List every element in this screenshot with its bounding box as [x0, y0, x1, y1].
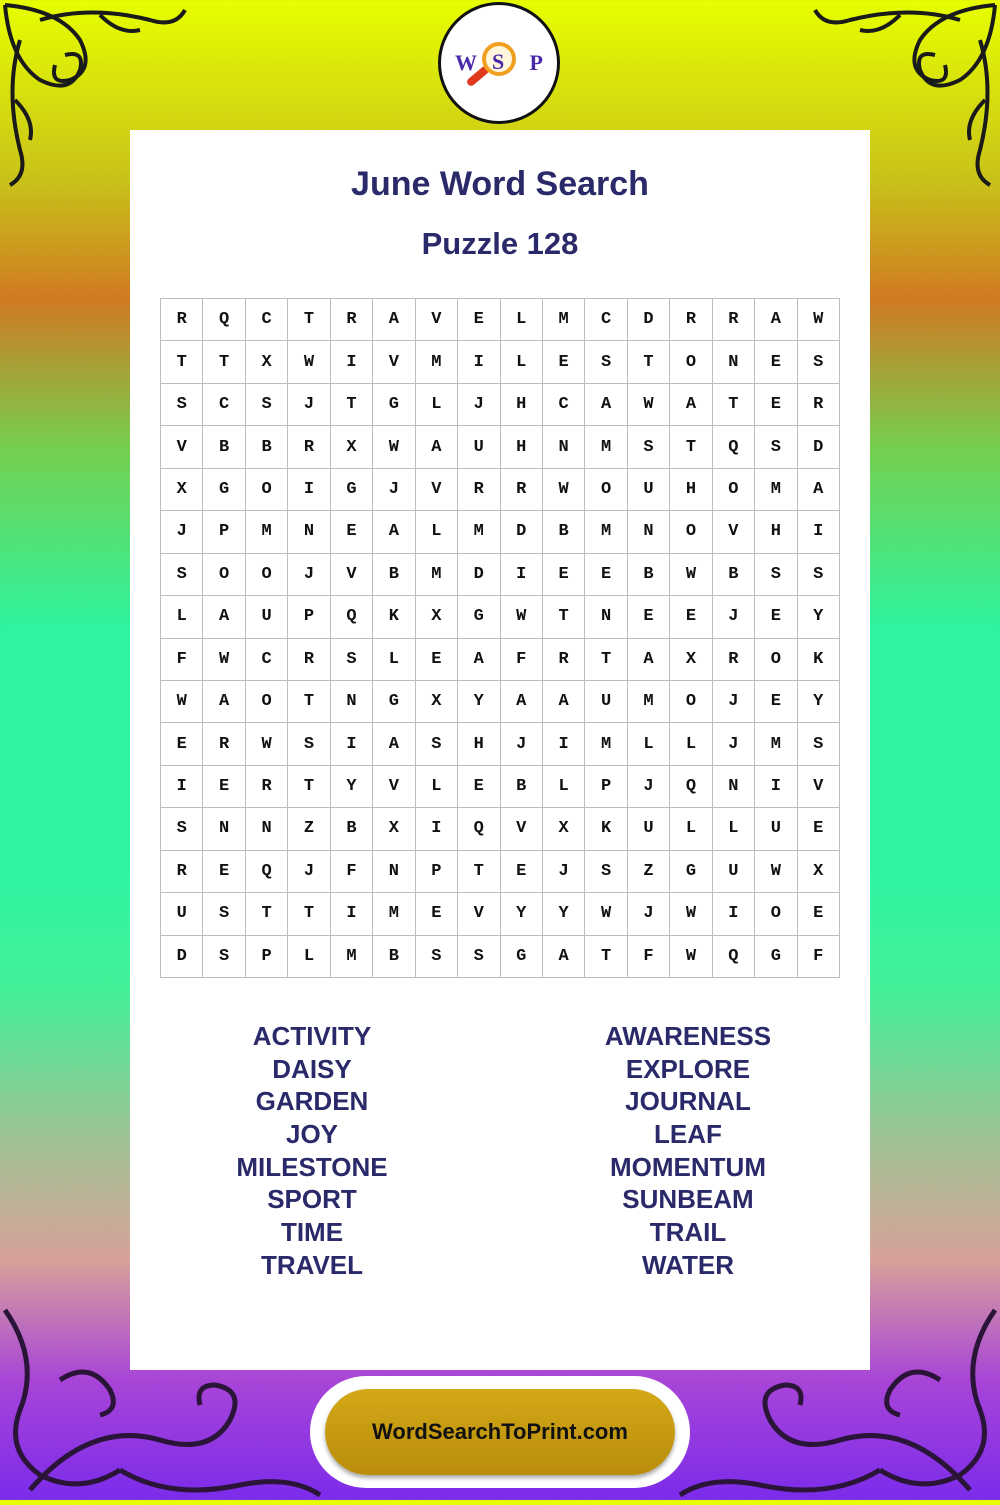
grid-cell[interactable]: E	[798, 808, 840, 850]
grid-cell[interactable]: I	[288, 469, 330, 511]
grid-cell[interactable]: C	[203, 384, 245, 426]
grid-cell[interactable]: U	[628, 469, 670, 511]
grid-cell[interactable]: U	[628, 808, 670, 850]
grid-cell[interactable]: D	[798, 426, 840, 468]
grid-cell[interactable]: E	[755, 384, 797, 426]
grid-cell[interactable]: J	[288, 384, 330, 426]
grid-cell[interactable]: J	[713, 596, 755, 638]
grid-cell[interactable]: A	[416, 426, 458, 468]
grid-cell[interactable]: M	[755, 723, 797, 765]
grid-cell[interactable]: Q	[458, 808, 500, 850]
grid-cell[interactable]: V	[161, 426, 203, 468]
wsp-logo[interactable]	[438, 2, 560, 124]
grid-cell[interactable]: N	[585, 596, 627, 638]
grid-cell[interactable]: E	[543, 341, 585, 383]
grid-cell[interactable]: L	[501, 299, 543, 341]
grid-cell[interactable]: W	[798, 299, 840, 341]
grid-cell[interactable]: W	[288, 341, 330, 383]
grid-cell[interactable]: G	[373, 681, 415, 723]
grid-cell[interactable]: C	[543, 384, 585, 426]
grid-cell[interactable]: S	[755, 426, 797, 468]
grid-cell[interactable]: Y	[798, 596, 840, 638]
grid-cell[interactable]: W	[246, 723, 288, 765]
grid-cell[interactable]: I	[416, 808, 458, 850]
grid-cell[interactable]: I	[713, 893, 755, 935]
grid-cell[interactable]: I	[331, 341, 373, 383]
grid-cell[interactable]: T	[331, 384, 373, 426]
grid-cell[interactable]: Z	[288, 808, 330, 850]
letter-grid	[160, 298, 840, 978]
grid-cell[interactable]: V	[373, 766, 415, 808]
grid-cell[interactable]: H	[501, 384, 543, 426]
grid-cell[interactable]: O	[246, 681, 288, 723]
grid-cell[interactable]: R	[288, 426, 330, 468]
grid-cell[interactable]: Q	[246, 851, 288, 893]
grid-cell[interactable]: V	[373, 341, 415, 383]
grid-cell[interactable]: T	[585, 639, 627, 681]
word-list-item: ACTIVITY	[252, 1021, 372, 1051]
grid-cell[interactable]: X	[161, 469, 203, 511]
word-list-item: SPORT	[267, 1184, 357, 1215]
grid-cell[interactable]: U	[585, 681, 627, 723]
grid-cell[interactable]: E	[458, 766, 500, 808]
grid-cell[interactable]: Y	[543, 893, 585, 935]
word-list-left	[152, 1020, 472, 1282]
grid-cell[interactable]: T	[458, 851, 500, 893]
grid-cell[interactable]: A	[373, 299, 415, 341]
grid-cell[interactable]: D	[161, 936, 203, 978]
grid-cell[interactable]: O	[755, 893, 797, 935]
grid-cell[interactable]: L	[543, 766, 585, 808]
grid-cell[interactable]: W	[670, 893, 712, 935]
grid-cell[interactable]: E	[585, 554, 627, 596]
grid-cell[interactable]: S	[798, 723, 840, 765]
grid-cell[interactable]: N	[373, 851, 415, 893]
grid-cell[interactable]: O	[246, 469, 288, 511]
grid-cell[interactable]: W	[203, 639, 245, 681]
grid-cell[interactable]: N	[246, 808, 288, 850]
word-list-item: LEAF	[654, 1119, 722, 1150]
grid-cell[interactable]: V	[501, 808, 543, 850]
grid-cell[interactable]: T	[288, 681, 330, 723]
word-list-item: DAISY	[272, 1053, 352, 1084]
grid-cell[interactable]: I	[798, 511, 840, 553]
word-list-item: TRAVEL	[260, 1249, 364, 1280]
grid-cell[interactable]: S	[416, 723, 458, 765]
grid-cell[interactable]: P	[203, 511, 245, 553]
grid-cell[interactable]: D	[628, 299, 670, 341]
grid-cell[interactable]: M	[246, 511, 288, 553]
grid-cell[interactable]: R	[246, 766, 288, 808]
grid-cell[interactable]: C	[246, 639, 288, 681]
grid-cell[interactable]: B	[713, 554, 755, 596]
grid-cell[interactable]: M	[543, 299, 585, 341]
grid-cell[interactable]: L	[670, 723, 712, 765]
grid-cell[interactable]: I	[161, 766, 203, 808]
grid-cell[interactable]: M	[458, 511, 500, 553]
grid-cell[interactable]: O	[203, 554, 245, 596]
grid-cell[interactable]: Q	[331, 596, 373, 638]
grid-cell[interactable]: I	[543, 723, 585, 765]
grid-cell[interactable]: V	[458, 893, 500, 935]
grid-cell[interactable]: N	[331, 681, 373, 723]
grid-cell[interactable]: A	[203, 681, 245, 723]
grid-cell[interactable]: K	[373, 596, 415, 638]
grid-cell[interactable]: G	[458, 596, 500, 638]
grid-cell[interactable]: V	[798, 766, 840, 808]
website-link-button[interactable]: WordSearchToPrint.com	[325, 1389, 675, 1475]
grid-cell[interactable]: H	[458, 723, 500, 765]
grid-cell[interactable]: X	[416, 681, 458, 723]
grid-cell[interactable]: E	[203, 851, 245, 893]
grid-cell[interactable]: O	[755, 639, 797, 681]
grid-cell[interactable]: O	[713, 469, 755, 511]
grid-cell[interactable]: R	[713, 299, 755, 341]
word-list-item: JOY	[285, 1119, 339, 1150]
grid-cell[interactable]: D	[501, 511, 543, 553]
grid-cell[interactable]: S	[585, 341, 627, 383]
grid-cell[interactable]: U	[246, 596, 288, 638]
grid-cell[interactable]: R	[458, 469, 500, 511]
grid-cell[interactable]: M	[416, 341, 458, 383]
grid-cell[interactable]: W	[161, 681, 203, 723]
grid-cell[interactable]: H	[755, 511, 797, 553]
grid-cell[interactable]: P	[416, 851, 458, 893]
grid-cell[interactable]: B	[373, 554, 415, 596]
grid-cell[interactable]: E	[670, 596, 712, 638]
grid-cell[interactable]: H	[670, 469, 712, 511]
grid-cell[interactable]: T	[628, 341, 670, 383]
grid-cell[interactable]: Y	[501, 893, 543, 935]
grid-cell[interactable]: M	[331, 936, 373, 978]
grid-cell[interactable]: L	[416, 766, 458, 808]
grid-cell[interactable]: B	[331, 808, 373, 850]
grid-cell[interactable]: G	[331, 469, 373, 511]
grid-cell[interactable]: X	[246, 341, 288, 383]
logo-letter-w: W	[455, 50, 477, 75]
grid-cell[interactable]: L	[713, 808, 755, 850]
grid-cell[interactable]: B	[543, 511, 585, 553]
grid-cell[interactable]: E	[755, 596, 797, 638]
grid-cell[interactable]: F	[161, 639, 203, 681]
grid-cell[interactable]: B	[373, 936, 415, 978]
grid-cell[interactable]: E	[458, 299, 500, 341]
grid-cell[interactable]: L	[501, 341, 543, 383]
grid-cell[interactable]: Y	[798, 681, 840, 723]
grid-cell[interactable]: X	[373, 808, 415, 850]
grid-cell[interactable]: F	[331, 851, 373, 893]
grid-cell[interactable]: T	[161, 341, 203, 383]
grid-cell[interactable]: R	[203, 723, 245, 765]
word-list-item: AWARENESS	[604, 1021, 772, 1051]
grid-cell[interactable]: E	[755, 341, 797, 383]
grid-cell[interactable]: S	[585, 851, 627, 893]
grid-cell[interactable]: T	[670, 426, 712, 468]
grid-cell[interactable]: L	[373, 639, 415, 681]
grid-cell[interactable]: M	[416, 554, 458, 596]
grid-cell[interactable]: S	[203, 893, 245, 935]
grid-cell[interactable]: L	[416, 384, 458, 426]
grid-cell[interactable]: W	[543, 469, 585, 511]
grid-cell[interactable]: Q	[713, 936, 755, 978]
grid-cell[interactable]: J	[288, 554, 330, 596]
grid-cell[interactable]: S	[458, 936, 500, 978]
grid-cell[interactable]: S	[798, 554, 840, 596]
grid-cell[interactable]: J	[713, 681, 755, 723]
grid-cell[interactable]: E	[416, 639, 458, 681]
grid-cell[interactable]: G	[501, 936, 543, 978]
word-list-item: SUNBEAM	[622, 1184, 754, 1215]
grid-cell[interactable]: P	[246, 936, 288, 978]
grid-cell[interactable]: T	[288, 766, 330, 808]
word-list-right	[528, 1020, 848, 1282]
grid-cell[interactable]: S	[628, 426, 670, 468]
grid-cell[interactable]: J	[628, 893, 670, 935]
word-list-item: TIME	[280, 1217, 344, 1248]
grid-cell[interactable]: F	[798, 936, 840, 978]
grid-cell[interactable]: G	[203, 469, 245, 511]
grid-cell[interactable]: I	[331, 893, 373, 935]
grid-cell[interactable]: J	[713, 723, 755, 765]
grid-cell[interactable]: A	[670, 384, 712, 426]
grid-cell[interactable]: F	[501, 639, 543, 681]
grid-cell[interactable]: Y	[458, 681, 500, 723]
grid-cell[interactable]: E	[203, 766, 245, 808]
grid-cell[interactable]: L	[670, 808, 712, 850]
footer-badge	[310, 1376, 690, 1488]
grid-cell[interactable]: N	[203, 808, 245, 850]
grid-cell[interactable]: U	[755, 808, 797, 850]
grid-cell[interactable]: Q	[203, 299, 245, 341]
grid-cell[interactable]: P	[585, 766, 627, 808]
grid-cell[interactable]: E	[501, 851, 543, 893]
grid-cell[interactable]: X	[331, 426, 373, 468]
grid-cell[interactable]: T	[288, 893, 330, 935]
grid-cell[interactable]: M	[585, 511, 627, 553]
grid-cell[interactable]: W	[628, 384, 670, 426]
grid-cell[interactable]: E	[416, 893, 458, 935]
grid-cell[interactable]: D	[458, 554, 500, 596]
grid-cell[interactable]: M	[373, 893, 415, 935]
grid-cell[interactable]: K	[798, 639, 840, 681]
grid-cell[interactable]: U	[458, 426, 500, 468]
grid-cell[interactable]: Z	[628, 851, 670, 893]
grid-cell[interactable]: A	[373, 511, 415, 553]
word-list-item: TRAIL	[649, 1217, 727, 1248]
grid-cell[interactable]: S	[161, 384, 203, 426]
grid-cell[interactable]: R	[798, 384, 840, 426]
grid-cell[interactable]: R	[713, 639, 755, 681]
grid-cell[interactable]: J	[543, 851, 585, 893]
grid-cell[interactable]: R	[161, 851, 203, 893]
word-list-item: EXPLORE	[625, 1053, 751, 1084]
word-list-item: JOURNAL	[625, 1086, 751, 1117]
word-list-item: WATER	[642, 1249, 734, 1280]
grid-cell[interactable]: A	[585, 384, 627, 426]
grid-cell[interactable]: I	[501, 554, 543, 596]
grid-cell[interactable]: Q	[713, 426, 755, 468]
grid-cell[interactable]: X	[416, 596, 458, 638]
word-list-item: MOMENTUM	[610, 1151, 766, 1182]
grid-cell[interactable]: A	[203, 596, 245, 638]
grid-cell[interactable]: E	[331, 511, 373, 553]
grid-cell[interactable]: U	[161, 893, 203, 935]
grid-cell[interactable]: G	[373, 384, 415, 426]
grid-cell[interactable]: R	[288, 639, 330, 681]
grid-cell[interactable]: B	[628, 554, 670, 596]
grid-cell[interactable]: J	[628, 766, 670, 808]
grid-cell[interactable]: S	[203, 936, 245, 978]
grid-cell[interactable]: R	[161, 299, 203, 341]
grid-cell[interactable]: N	[713, 341, 755, 383]
logo-letter-s: S	[492, 49, 505, 74]
grid-cell[interactable]: X	[670, 639, 712, 681]
grid-cell[interactable]: J	[288, 851, 330, 893]
grid-cell[interactable]: S	[416, 936, 458, 978]
grid-cell[interactable]: V	[713, 511, 755, 553]
word-list-item: GARDEN	[255, 1086, 369, 1117]
grid-cell[interactable]: I	[458, 341, 500, 383]
grid-cell[interactable]: V	[331, 554, 373, 596]
grid-cell[interactable]: E	[755, 681, 797, 723]
grid-cell[interactable]: Q	[670, 766, 712, 808]
grid-cell[interactable]: G	[670, 851, 712, 893]
grid-cell[interactable]: W	[373, 426, 415, 468]
grid-cell[interactable]: M	[628, 681, 670, 723]
grid-cell[interactable]: L	[628, 723, 670, 765]
grid-cell[interactable]: A	[458, 639, 500, 681]
grid-cell[interactable]: I	[755, 766, 797, 808]
grid-cell[interactable]: M	[585, 426, 627, 468]
grid-cell[interactable]: M	[585, 723, 627, 765]
grid-cell[interactable]: H	[501, 426, 543, 468]
grid-cell[interactable]: R	[501, 469, 543, 511]
grid-cell[interactable]: A	[501, 681, 543, 723]
grid-cell[interactable]: T	[203, 341, 245, 383]
puzzle-number: Puzzle 128	[421, 226, 579, 261]
grid-cell[interactable]: J	[373, 469, 415, 511]
grid-cell[interactable]: L	[288, 936, 330, 978]
grid-cell[interactable]: F	[628, 936, 670, 978]
grid-cell[interactable]: W	[755, 851, 797, 893]
grid-cell[interactable]: N	[628, 511, 670, 553]
grid-cell[interactable]: O	[670, 341, 712, 383]
grid-cell[interactable]: A	[373, 723, 415, 765]
grid-cell[interactable]: O	[670, 511, 712, 553]
grid-cell[interactable]: W	[585, 893, 627, 935]
grid-cell[interactable]: G	[755, 936, 797, 978]
grid-cell[interactable]: W	[670, 936, 712, 978]
grid-cell[interactable]: S	[755, 554, 797, 596]
grid-cell[interactable]: P	[288, 596, 330, 638]
grid-cell[interactable]: O	[670, 681, 712, 723]
grid-cell[interactable]: M	[755, 469, 797, 511]
grid-cell[interactable]: X	[543, 808, 585, 850]
grid-cell[interactable]: C	[585, 299, 627, 341]
grid-cell[interactable]: J	[501, 723, 543, 765]
grid-cell[interactable]: E	[543, 554, 585, 596]
grid-cell[interactable]: E	[798, 893, 840, 935]
grid-cell[interactable]: A	[628, 639, 670, 681]
grid-cell[interactable]: R	[543, 639, 585, 681]
grid-cell[interactable]: S	[798, 341, 840, 383]
grid-cell[interactable]: C	[246, 299, 288, 341]
grid-cell[interactable]: N	[288, 511, 330, 553]
grid-cell[interactable]: W	[501, 596, 543, 638]
grid-cell[interactable]: A	[755, 299, 797, 341]
grid-cell[interactable]: V	[416, 299, 458, 341]
grid-cell[interactable]: Y	[331, 766, 373, 808]
grid-cell[interactable]: B	[203, 426, 245, 468]
grid-cell[interactable]: T	[585, 936, 627, 978]
grid-cell[interactable]: R	[670, 299, 712, 341]
word-list-item: MILESTONE	[236, 1151, 388, 1182]
grid-cell[interactable]: J	[458, 384, 500, 426]
grid-cell[interactable]: O	[246, 554, 288, 596]
grid-cell[interactable]: A	[798, 469, 840, 511]
grid-cell[interactable]: L	[161, 596, 203, 638]
grid-cell[interactable]: S	[288, 723, 330, 765]
grid-cell[interactable]: S	[161, 554, 203, 596]
grid-cell[interactable]: S	[246, 384, 288, 426]
grid-cell[interactable]: U	[713, 851, 755, 893]
grid-cell[interactable]: X	[798, 851, 840, 893]
grid-cell[interactable]: L	[416, 511, 458, 553]
grid-cell[interactable]: T	[288, 299, 330, 341]
grid-cell[interactable]: S	[331, 639, 373, 681]
grid-cell[interactable]: K	[585, 808, 627, 850]
grid-cell[interactable]: O	[585, 469, 627, 511]
logo-letter-p: P	[529, 50, 543, 75]
grid-cell[interactable]: V	[416, 469, 458, 511]
grid-cell[interactable]: B	[246, 426, 288, 468]
grid-cell[interactable]: A	[543, 681, 585, 723]
grid-cell[interactable]: E	[161, 723, 203, 765]
grid-cell[interactable]: W	[670, 554, 712, 596]
grid-cell[interactable]: E	[628, 596, 670, 638]
grid-cell[interactable]: N	[713, 766, 755, 808]
page-title: June Word Search	[351, 165, 649, 203]
grid-cell[interactable]: N	[543, 426, 585, 468]
grid-cell[interactable]: S	[161, 808, 203, 850]
grid-cell[interactable]: J	[161, 511, 203, 553]
grid-cell[interactable]: T	[543, 596, 585, 638]
grid-cell[interactable]: B	[501, 766, 543, 808]
grid-cell[interactable]: R	[331, 299, 373, 341]
grid-cell[interactable]: I	[331, 723, 373, 765]
grid-cell[interactable]: T	[713, 384, 755, 426]
grid-cell[interactable]: T	[246, 893, 288, 935]
grid-cell[interactable]: A	[543, 936, 585, 978]
